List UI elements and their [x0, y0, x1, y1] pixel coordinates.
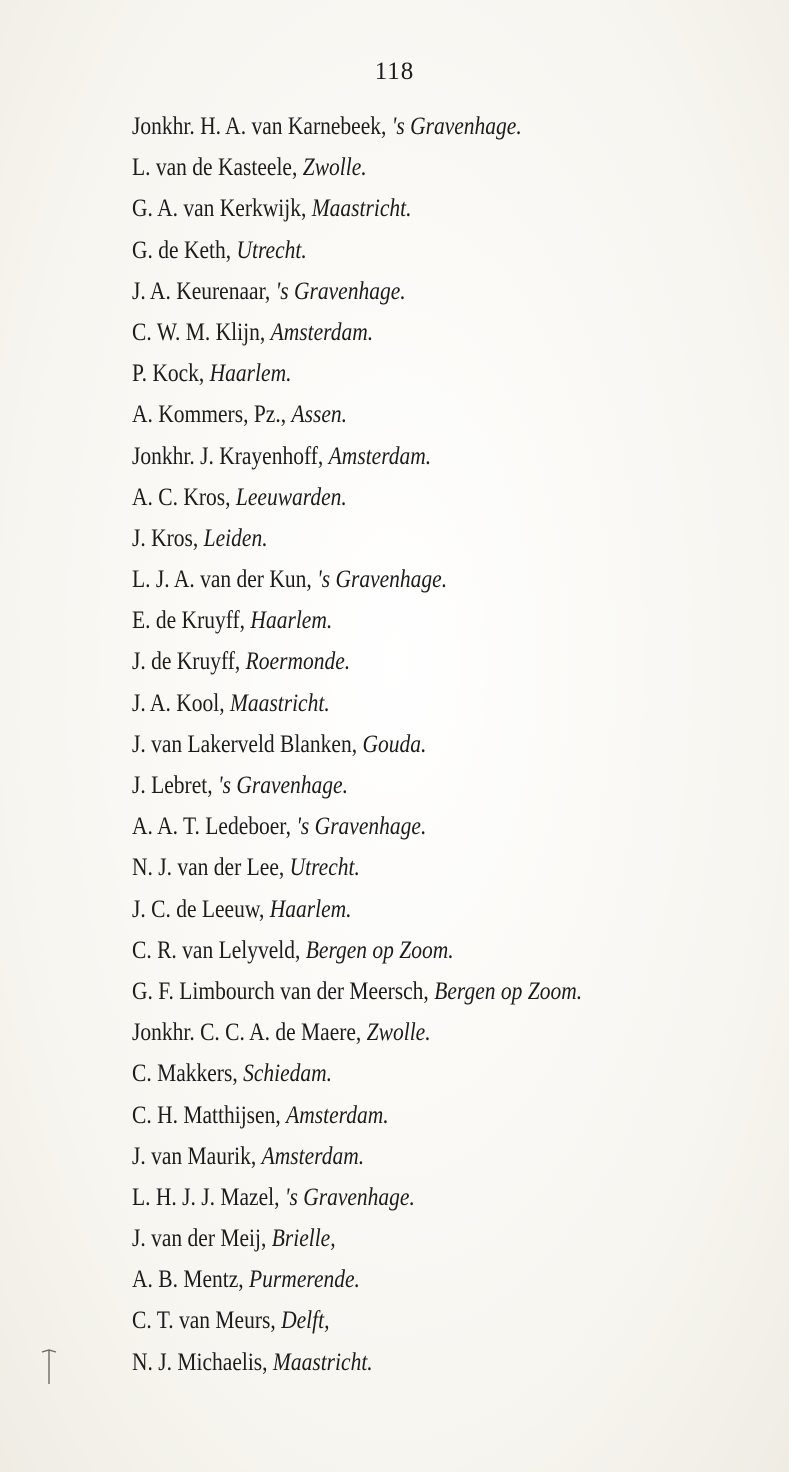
member-place: Amsterdam.	[270, 318, 374, 346]
member-name: C. R. van Lelyveld,	[132, 936, 306, 964]
member-name: J. A. Keurenaar,	[132, 277, 276, 305]
list-item	[132, 641, 582, 682]
member-place: Maastricht.	[272, 1348, 373, 1376]
member-place: Zwolle.	[366, 1019, 431, 1047]
member-place: Roermonde.	[245, 648, 351, 676]
member-name: J. van Maurik,	[132, 1142, 262, 1170]
page-number: 118	[374, 58, 415, 85]
member-place: Brielle,	[271, 1225, 336, 1253]
member-place: Haarlem.	[209, 360, 292, 388]
list-item	[132, 1342, 582, 1383]
list-item	[132, 518, 582, 559]
member-name: C. H. Matthijsen,	[132, 1101, 287, 1129]
member-place: Maastricht.	[311, 195, 412, 223]
member-place: Gouda.	[362, 730, 427, 758]
list-item	[132, 230, 582, 271]
list-item	[132, 1259, 582, 1300]
member-name: C. W. M. Klijn,	[132, 318, 271, 346]
list-item	[132, 1300, 582, 1341]
member-place: Maastricht.	[229, 689, 330, 717]
member-name: E. de Kruyff,	[132, 607, 251, 635]
member-place: 's Gravenhage.	[391, 113, 522, 140]
list-item	[132, 1012, 582, 1053]
member-name: L. H. J. J. Mazel,	[132, 1183, 285, 1211]
member-name: J. van der Meij,	[132, 1225, 272, 1253]
member-name: J. Kros,	[132, 524, 204, 552]
member-name: G. A. van Kerkwijk,	[132, 195, 312, 223]
list-item	[132, 188, 582, 229]
member-place: Utrecht.	[289, 854, 360, 882]
list-item	[132, 889, 582, 930]
member-name: J. de Kruyff,	[132, 648, 246, 676]
member-place: Bergen op Zoom.	[434, 977, 583, 1005]
list-item	[132, 436, 582, 477]
member-name: Jonkhr. H. A. van Karnebeek,	[132, 113, 392, 140]
member-place: Bergen op Zoom.	[305, 936, 454, 964]
member-name: J. van Lakerveld Blanken,	[132, 730, 363, 758]
list-item	[132, 477, 582, 518]
member-place: 's Gravenhage.	[296, 813, 427, 841]
member-name: L. J. A. van der Kun,	[132, 566, 318, 594]
member-name: Jonkhr. J. Krayenhoff,	[132, 442, 329, 470]
member-place: Amsterdam.	[286, 1101, 389, 1129]
member-place: Purmerende.	[249, 1266, 360, 1294]
member-name: J. Lebret,	[132, 772, 218, 799]
member-name: N. J. van der Lee,	[132, 854, 290, 882]
member-name: A. Kommers, Pz.,	[132, 401, 292, 429]
member-name: Jonkhr. C. C. A. de Maere,	[132, 1019, 367, 1047]
list-item	[132, 971, 582, 1012]
member-list	[132, 106, 655, 1383]
margin-pencil-mark	[40, 1346, 58, 1388]
member-name: J. A. Kool,	[132, 689, 230, 717]
member-place: Schiedam.	[243, 1060, 333, 1088]
member-place: Utrecht.	[236, 236, 307, 264]
member-place: Zwolle.	[302, 154, 367, 182]
list-item	[132, 106, 582, 147]
list-item	[132, 683, 582, 724]
list-item	[132, 147, 582, 188]
list-item	[132, 724, 582, 765]
member-name: A. B. Mentz,	[132, 1266, 250, 1294]
member-place: Amsterdam.	[328, 442, 432, 470]
member-name: A. A. T. Ledeboer,	[132, 813, 297, 841]
member-place: 's Gravenhage.	[284, 1183, 415, 1211]
list-item	[132, 600, 582, 641]
list-item	[132, 765, 582, 806]
member-name: G. de Keth,	[132, 236, 237, 264]
member-place: Assen.	[291, 401, 347, 429]
member-place: 's Gravenhage.	[217, 772, 348, 799]
list-item	[132, 806, 582, 847]
member-place: Haarlem.	[250, 607, 333, 635]
member-name: J. C. de Leeuw,	[132, 895, 270, 923]
list-item	[132, 1095, 582, 1136]
list-item	[132, 312, 582, 353]
member-name: L. van de Kasteele,	[132, 154, 303, 182]
member-name: A. C. Kros,	[132, 483, 236, 511]
member-place: Delft,	[281, 1307, 330, 1335]
member-name: C. Makkers,	[132, 1060, 244, 1088]
member-place: 's Gravenhage.	[317, 566, 448, 594]
list-item	[132, 930, 582, 971]
list-item	[132, 271, 582, 312]
list-item	[132, 394, 582, 435]
member-place: Leeuwarden.	[235, 483, 347, 511]
member-name: N. J. Michaelis,	[132, 1348, 273, 1376]
list-item	[132, 559, 582, 600]
member-place: Haarlem.	[269, 895, 352, 923]
list-item	[132, 847, 582, 888]
list-item	[132, 1136, 582, 1177]
list-item	[132, 1177, 582, 1218]
list-item	[132, 353, 582, 394]
member-place: Amsterdam.	[261, 1142, 365, 1170]
member-place: 's Gravenhage.	[275, 277, 406, 305]
member-name: P. Kock,	[132, 360, 210, 388]
member-name: G. F. Limbourch van der Meersch,	[132, 977, 435, 1005]
member-name: C. T. van Meurs,	[132, 1307, 282, 1335]
list-item	[132, 1218, 582, 1259]
list-item	[132, 1053, 582, 1094]
member-place: Leiden.	[203, 524, 268, 552]
